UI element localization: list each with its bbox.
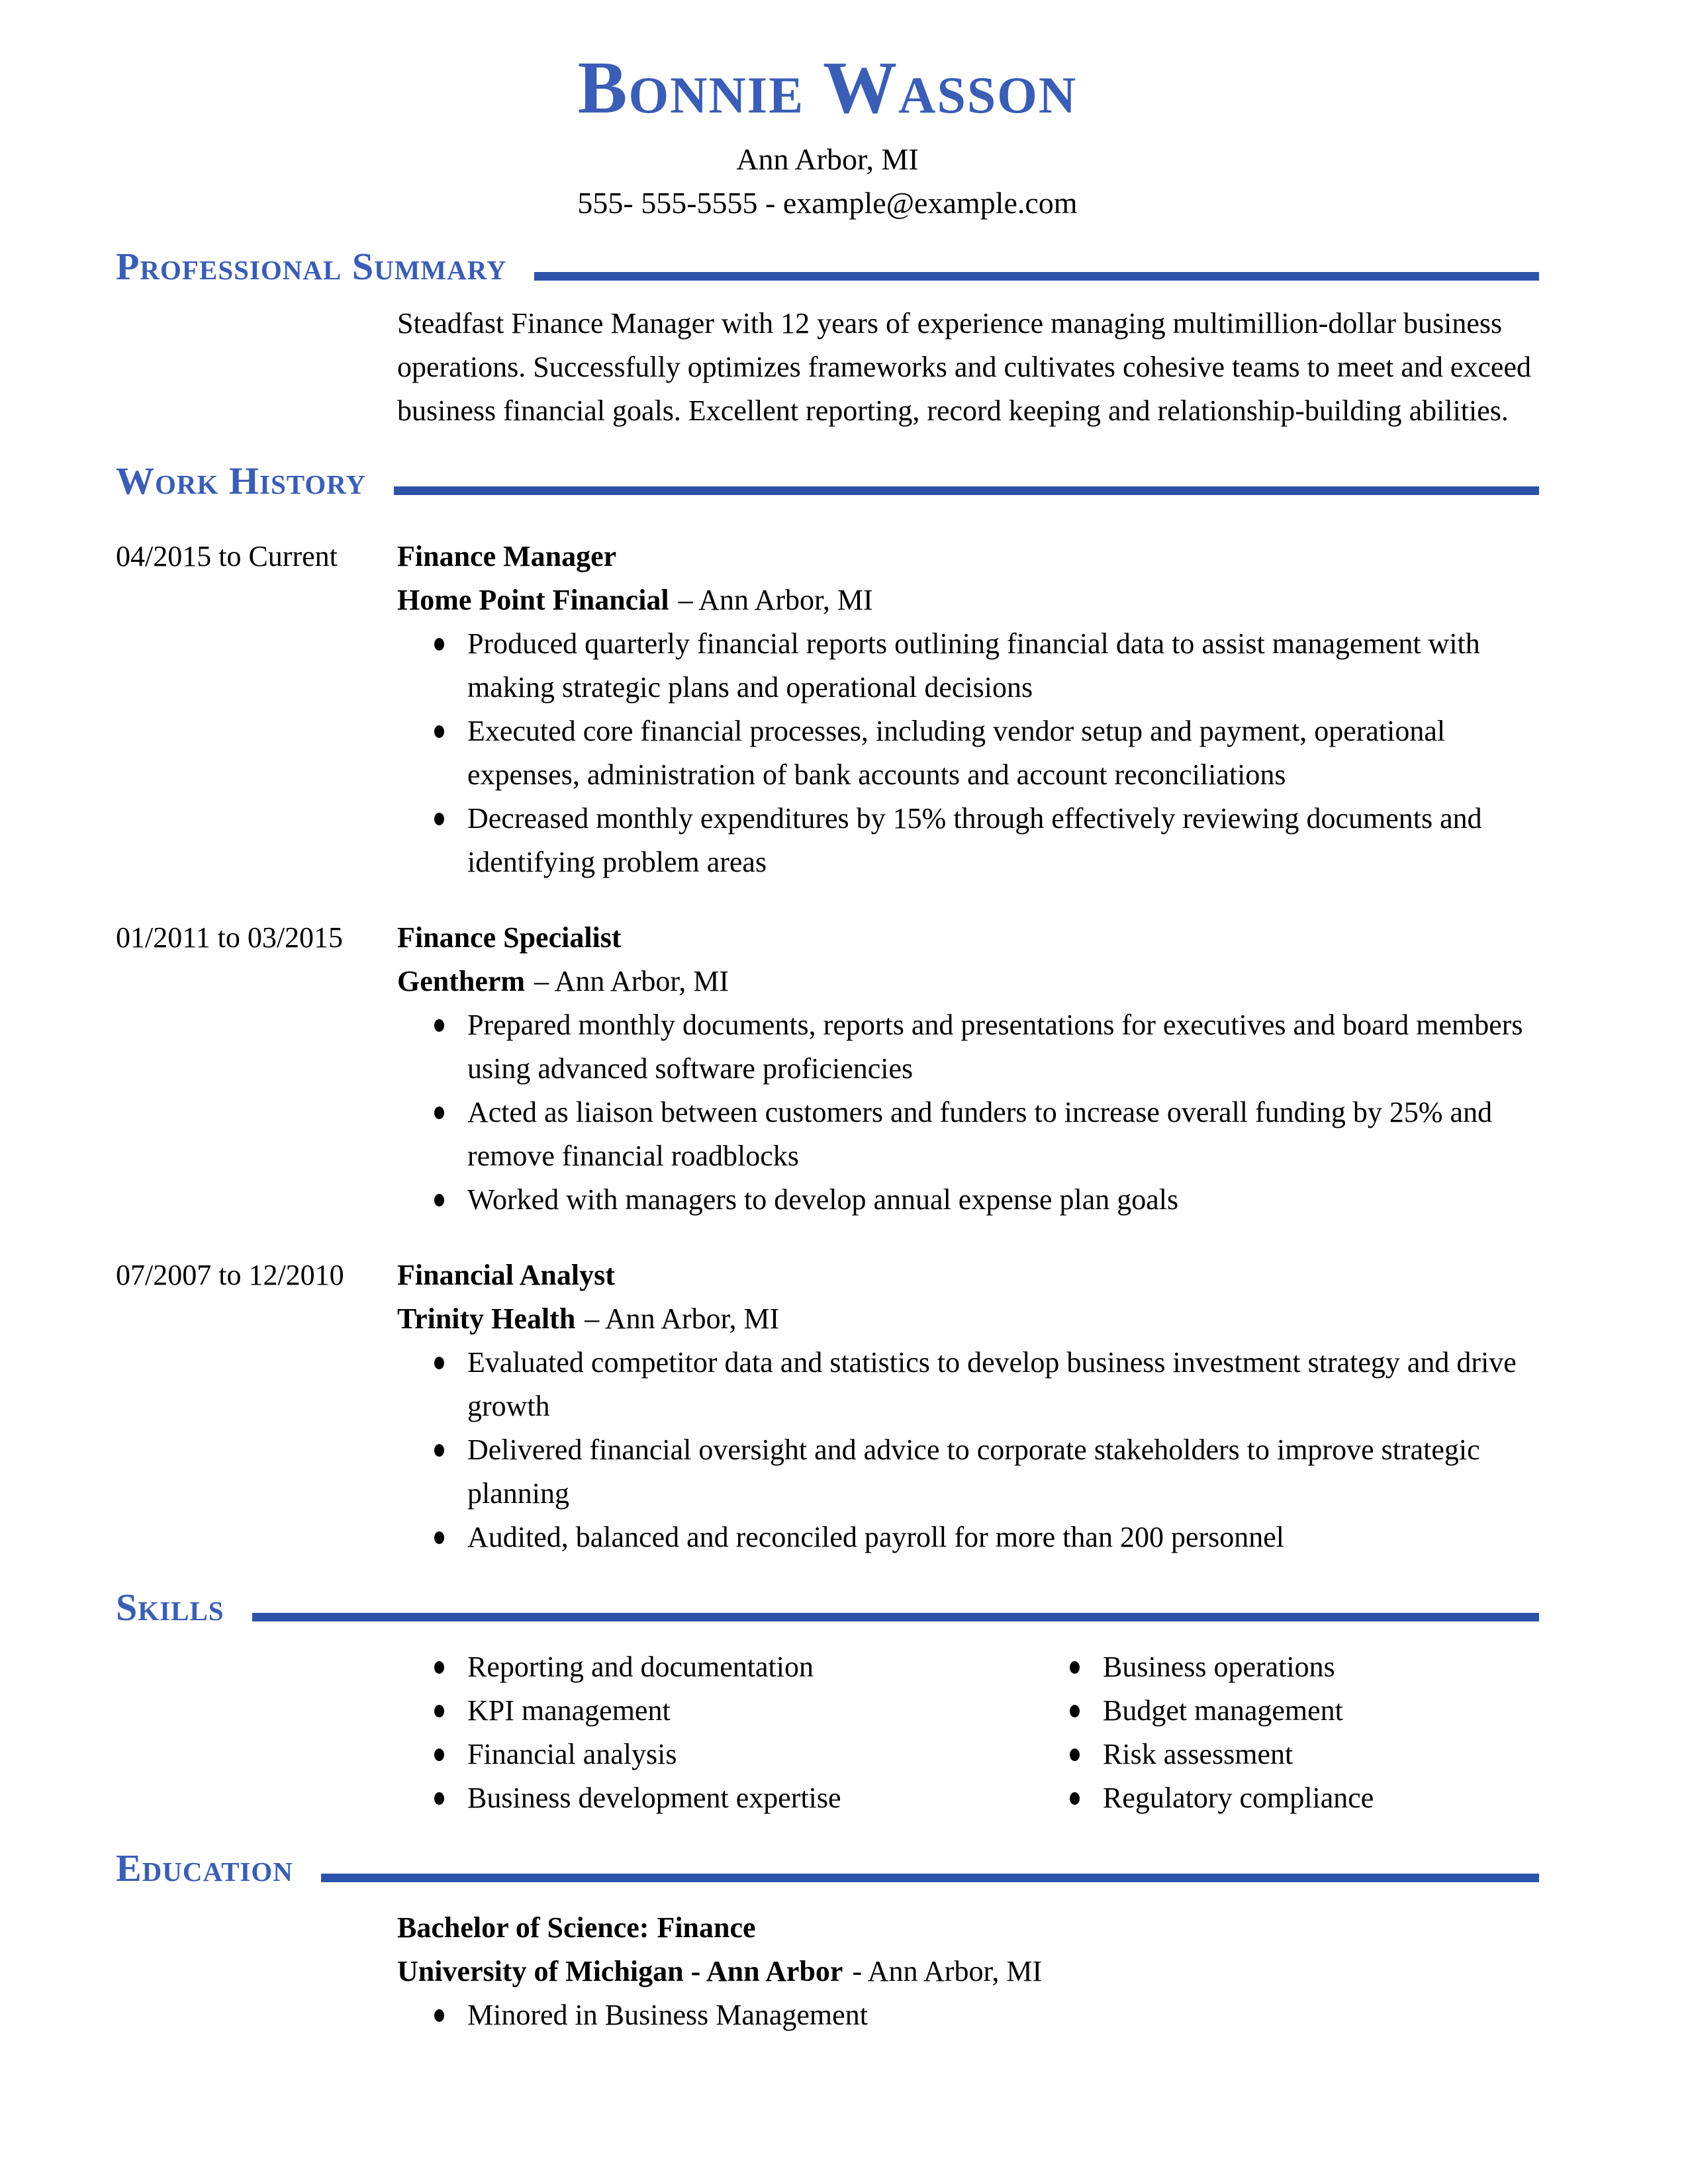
bullet-text: Worked with managers to develop annual expense plan goals — [467, 1183, 1179, 1216]
skill-text: KPI management — [467, 1694, 671, 1727]
section-professional-summary — [116, 245, 1539, 433]
degree-field: Finance — [657, 1911, 756, 1944]
education-heading-rule — [321, 1874, 1539, 1882]
company-location: – Ann Arbor, MI — [678, 584, 873, 616]
section-work-history — [116, 459, 1539, 1559]
bullet-text: Prepared monthly documents, reports and presentations for executives and board members using advanced software proficiencies — [467, 1009, 1523, 1085]
job-entry — [116, 535, 1539, 884]
skill-text: Risk assessment — [1103, 1738, 1293, 1770]
school-line — [397, 1950, 1539, 1993]
education-section-head — [116, 1846, 1539, 1890]
skills-heading-rule — [252, 1613, 1539, 1621]
section-education — [116, 1846, 1539, 2037]
bullet-text: Delivered financial oversight and advice to corporate stakeholders to improve strategic planning — [467, 1433, 1480, 1510]
skill-item — [397, 1733, 1033, 1776]
job-body — [397, 535, 1539, 884]
education-bullets — [397, 1993, 1539, 2037]
summary-heading-rule — [534, 272, 1539, 281]
bullet-item — [397, 1428, 1539, 1516]
summary-paragraph: Steadfast Finance Manager with 12 years of experience managing multimillion-dollar business operations. Successfully optimizes frameworks and cultivates cohesive teams to meet and exceed business financial goals. Excellent reporting, record keeping and relationship-building abilities. — [397, 307, 1531, 427]
skills-heading: Skills — [116, 1586, 224, 1629]
job-entry — [116, 1253, 1539, 1559]
skill-text: Financial analysis — [467, 1738, 677, 1770]
resume-header — [116, 38, 1539, 225]
summary-heading: Professional Summary — [116, 245, 507, 288]
job-company-line — [397, 578, 1539, 622]
bullet-item — [397, 1003, 1539, 1091]
company-location: – Ann Arbor, MI — [534, 965, 729, 997]
skills-list — [397, 1645, 1033, 1820]
company-name: Home Point Financial — [397, 584, 669, 616]
job-company-line — [397, 960, 1539, 1003]
education-body — [397, 1906, 1539, 2037]
skill-item — [1033, 1689, 1374, 1733]
education-heading: Education — [116, 1846, 293, 1889]
bullet-item — [397, 797, 1539, 884]
skills-section-head — [116, 1586, 1539, 1629]
skill-text: Business development expertise — [467, 1782, 841, 1814]
skill-item — [397, 1689, 1033, 1733]
bullet-item — [397, 622, 1539, 709]
bullet-item — [397, 1341, 1539, 1428]
school-name: University of Michigan - Ann Arbor — [397, 1955, 843, 1987]
summary-section-head — [116, 245, 1539, 289]
skill-text: Regulatory compliance — [1103, 1782, 1374, 1814]
work-history-heading-rule — [394, 486, 1539, 495]
bullet-text: Minored in Business Management — [467, 1999, 868, 2031]
skills-column-right — [1033, 1645, 1374, 1820]
company-location: – Ann Arbor, MI — [585, 1302, 780, 1335]
skills-grid — [397, 1645, 1539, 1820]
section-skills — [116, 1586, 1539, 1820]
skill-item — [1033, 1733, 1374, 1776]
job-title: Finance Specialist — [397, 921, 622, 954]
bullet-item — [397, 1091, 1539, 1178]
skill-text: Reporting and documentation — [467, 1651, 814, 1683]
company-name: Trinity Health — [397, 1302, 576, 1335]
bullet-text: Produced quarterly financial reports outlining financial data to assist management with making strategic plans and operational decisions — [467, 627, 1480, 704]
degree-name: Bachelor of Science: — [397, 1911, 649, 1944]
job-body — [397, 916, 1539, 1222]
work-history-heading: Work History — [116, 459, 367, 502]
bullet-item — [397, 1178, 1539, 1222]
bullet-text: Evaluated competitor data and statistics to develop business investment strategy and drive growth — [467, 1346, 1517, 1422]
skill-item — [397, 1776, 1033, 1820]
skills-column-left — [397, 1645, 1033, 1820]
job-title: Finance Manager — [397, 540, 617, 572]
work-history-section-head — [116, 459, 1539, 503]
degree-line — [397, 1906, 1539, 1950]
candidate-contact: 555- 555-5555 - example@example.com — [577, 186, 1078, 220]
school-location: - Ann Arbor, MI — [852, 1955, 1043, 1987]
job-bullets — [397, 1003, 1539, 1222]
bullet-text: Audited, balanced and reconciled payroll for more than 200 personnel — [467, 1521, 1284, 1553]
skill-text: Budget management — [1103, 1694, 1343, 1727]
bullet-item — [397, 1516, 1539, 1559]
job-entry — [116, 916, 1539, 1222]
bullet-item — [397, 1993, 1539, 2037]
job-dates: 04/2015 to Current — [116, 540, 338, 572]
bullet-text: Executed core financial processes, including vendor setup and payment, operational expenses, administration of bank accounts and account reconciliations — [467, 715, 1446, 791]
job-company-line — [397, 1297, 1539, 1341]
job-bullets — [397, 622, 1539, 884]
bullet-item — [397, 709, 1539, 797]
skill-text: Business operations — [1103, 1651, 1335, 1683]
bullet-text: Acted as liaison between customers and funders to increase overall funding by 25% and remove financial roadblocks — [467, 1096, 1493, 1172]
candidate-name: Bonnie Wasson — [577, 47, 1078, 129]
job-dates: 01/2011 to 03/2015 — [116, 921, 344, 954]
skill-item — [1033, 1776, 1374, 1820]
job-dates: 07/2007 to 12/2010 — [116, 1259, 344, 1291]
job-bullets — [397, 1341, 1539, 1559]
job-title: Financial Analyst — [397, 1259, 615, 1291]
company-name: Gentherm — [397, 965, 526, 997]
bullet-text: Decreased monthly expenditures by 15% through effectively reviewing documents and identifying problem areas — [467, 802, 1482, 878]
skills-list — [1033, 1645, 1374, 1820]
skill-item — [1033, 1645, 1374, 1689]
job-body — [397, 1253, 1539, 1559]
skill-item — [397, 1645, 1033, 1689]
candidate-location: Ann Arbor, MI — [736, 142, 919, 176]
